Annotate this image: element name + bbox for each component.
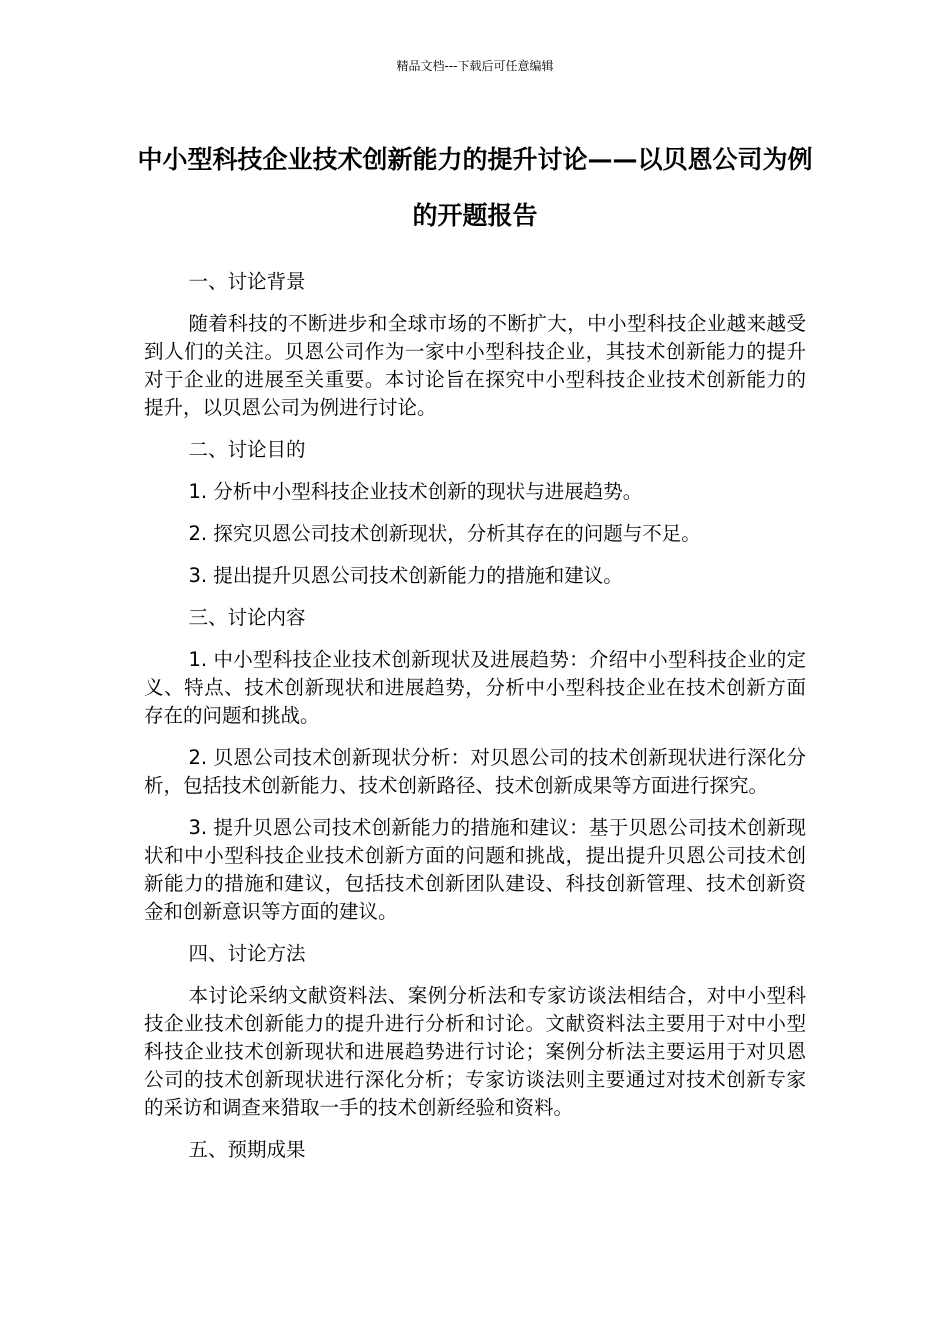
content-item: 3. 提升贝恩公司技术创新能力的措施和建议：基于贝恩公司技术创新现状和中小型科技企业技术创新方面的问题和挑战，提出提升贝恩公司技术创新能力的措施和建议，包括技术创新团队建设、科技创新管理、技术创新资金和创新意识等方面的建议。 bbox=[144, 816, 806, 923]
method-paragraph: 本讨论采纳文献资料法、案例分析法和专家访谈法相结合，对中小型科技企业技术创新能力的提升进行分析和讨论。文献资料法主要用于对中小型科技企业技术创新现状和进展趋势进行讨论；案例分析法主要运用于对贝恩公司的技术创新现状进行深化分析；专家访谈法则主要通过对技术创新专家的采访和调查来猎取一手的技术创新经验和资料。 bbox=[144, 984, 806, 1119]
document-body bbox=[144, 268, 806, 1178]
header-note: 精品文档---下载后可任意编辑 bbox=[396, 59, 554, 73]
purpose-item: 1. 分析中小型科技企业技术创新的现状与进展趋势。 bbox=[188, 480, 643, 503]
document-title: 中小型科技企业技术创新能力的提升讨论——以贝恩公司为例的开题报告 bbox=[137, 145, 813, 230]
section-heading-content: 三、讨论内容 bbox=[188, 606, 306, 629]
purpose-item: 3. 提出提升贝恩公司技术创新能力的措施和建议。 bbox=[188, 564, 623, 587]
purpose-item: 2. 探究贝恩公司技术创新现状，分析其存在的问题与不足。 bbox=[188, 522, 701, 545]
section-heading-purpose: 二、讨论目的 bbox=[188, 438, 306, 461]
section-heading-background: 一、讨论背景 bbox=[188, 270, 306, 293]
section-heading-method: 四、讨论方法 bbox=[188, 942, 306, 965]
content-item: 2. 贝恩公司技术创新现状分析：对贝恩公司的技术创新现状进行深化分析，包括技术创新能力、技术创新路径、技术创新成果等方面进行探究。 bbox=[144, 746, 806, 797]
section-heading-results: 五、预期成果 bbox=[188, 1138, 306, 1161]
background-paragraph: 随着科技的不断进步和全球市场的不断扩大，中小型科技企业越来越受到人们的关注。贝恩公司作为一家中小型科技企业，其技术创新能力的提升对于企业的进展至关重要。本讨论旨在探究中小型科技企业技术创新能力的提升，以贝恩公司为例进行讨论。 bbox=[144, 312, 806, 419]
content-item: 1. 中小型科技企业技术创新现状及进展趋势：介绍中小型科技企业的定义、特点、技术创新现状和进展趋势，分析中小型科技企业在技术创新方面存在的问题和挑战。 bbox=[144, 648, 806, 727]
